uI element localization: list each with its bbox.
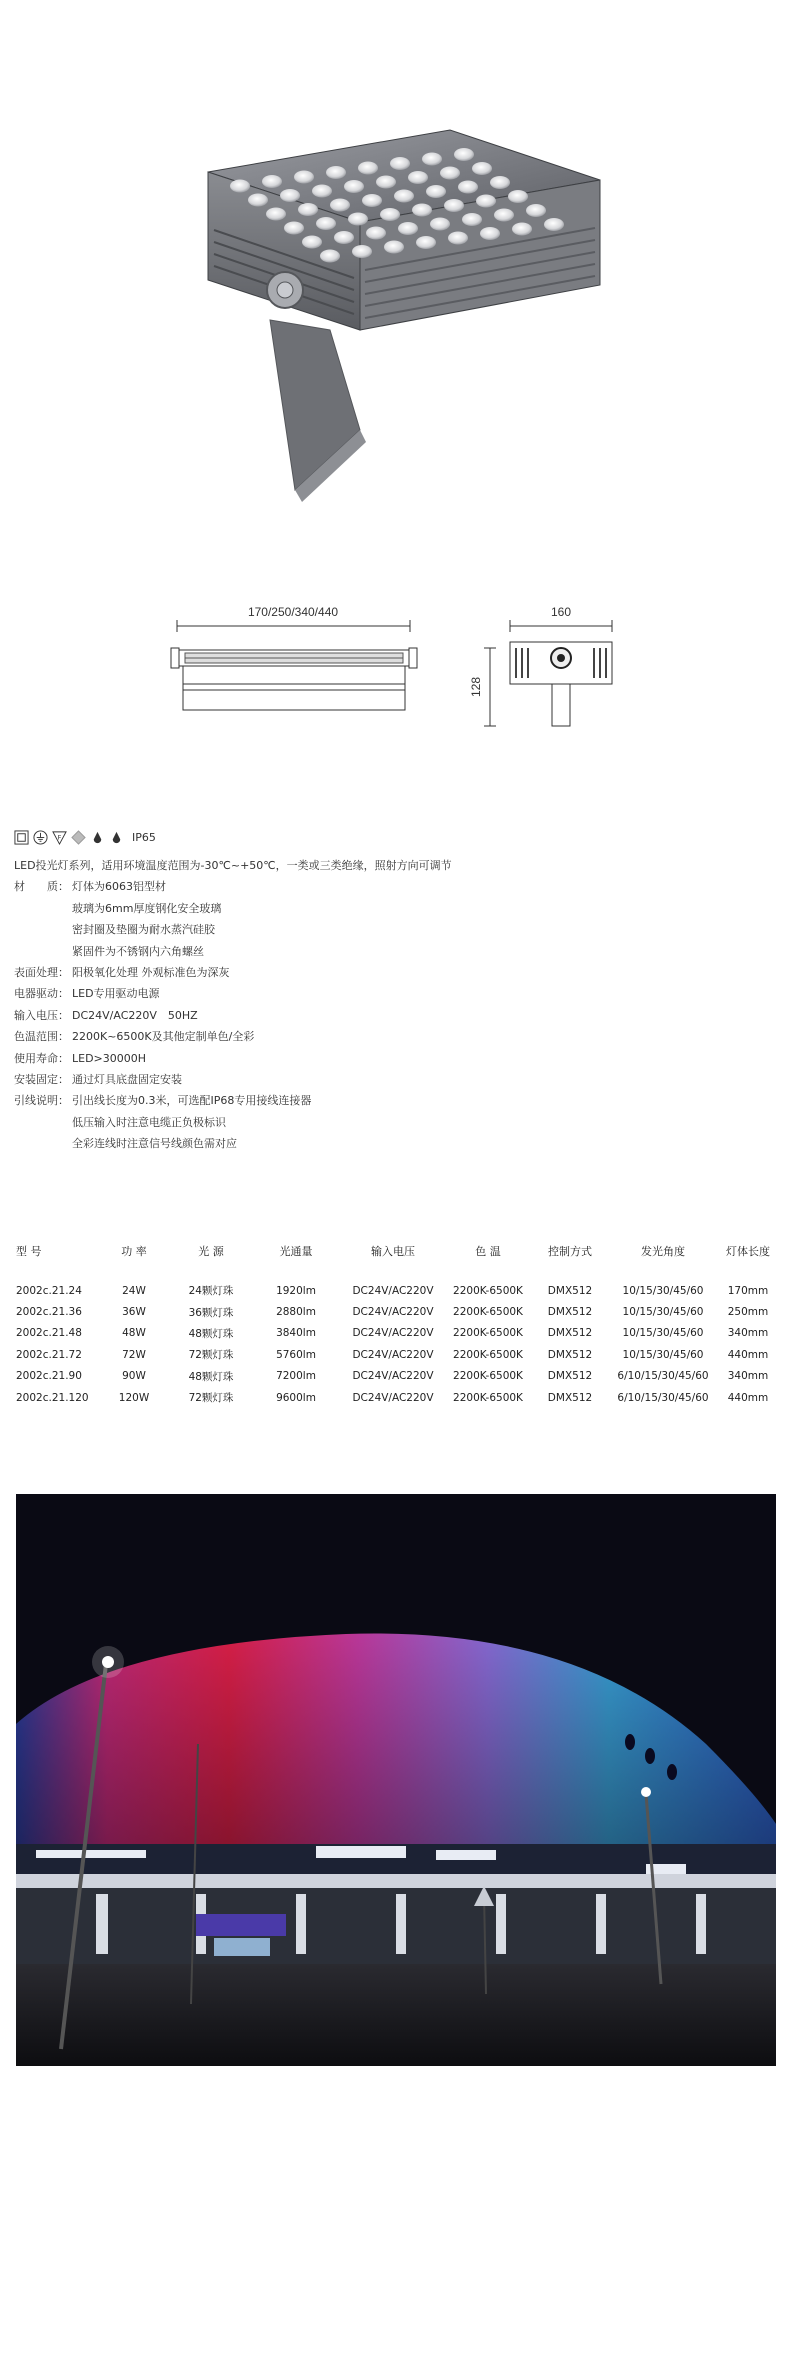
led-bead	[508, 190, 528, 203]
table-cell: 24颗灯珠	[188, 1285, 234, 1298]
spec-value: 紧固件为不锈钢内六角螺丝	[72, 944, 204, 958]
table-cell: 440mm	[727, 1391, 769, 1404]
droplet-icon	[109, 830, 124, 845]
table-cell: 2200K-6500K	[453, 1327, 523, 1340]
table-cell: 1920lm	[276, 1284, 316, 1297]
led-bead	[366, 227, 386, 240]
led-bead	[472, 162, 492, 175]
spec-label: 色温范围：	[14, 1030, 69, 1044]
led-bead	[316, 217, 336, 230]
led-bead	[398, 222, 418, 235]
table-cell: DC24V/AC220V	[352, 1306, 434, 1319]
table-cell: 36颗灯珠	[188, 1306, 234, 1319]
table-cell: 2200K-6500K	[453, 1348, 523, 1361]
led-bead	[384, 241, 404, 254]
led-bead	[298, 203, 318, 216]
table-cell: 2200K-6500K	[453, 1284, 523, 1297]
spec-value: 阳极氧化处理 外观标准色为深灰	[72, 965, 230, 979]
table-cell: 24W	[122, 1284, 146, 1297]
led-bead	[444, 199, 464, 212]
table-cell: 2002c.21.24	[16, 1284, 82, 1297]
table-cell: 90W	[122, 1370, 146, 1383]
led-bead	[352, 245, 372, 258]
class-ii-double-square-icon	[14, 830, 29, 845]
table-cell: DMX512	[547, 1284, 593, 1297]
spec-value: DC24V/AC220V 50HZ	[72, 1008, 198, 1022]
table-cell: 10/15/30/45/60	[622, 1327, 704, 1340]
led-bead	[248, 194, 268, 207]
spec-value: 全彩连线时注意信号线颜色需对应	[72, 1137, 237, 1151]
spec-list	[14, 876, 754, 1154]
table-cell: 9600lm	[276, 1391, 316, 1404]
led-bead	[262, 175, 282, 188]
ip-rating-label: IP65	[132, 830, 156, 844]
table-row	[10, 1280, 780, 1301]
table-cell: DMX512	[547, 1391, 593, 1404]
diamond-icon	[71, 830, 86, 845]
ground-symbol-icon	[33, 830, 48, 845]
table-header-cell: 型 号	[16, 1245, 42, 1258]
led-bead	[376, 176, 396, 189]
spec-label: 材 质：	[14, 880, 69, 894]
table-cell: 340mm	[727, 1370, 769, 1383]
table-cell: DC24V/AC220V	[352, 1348, 434, 1361]
spec-value: 2200K~6500K及其他定制单色/全彩	[72, 1030, 255, 1044]
table-cell: 10/15/30/45/60	[622, 1284, 704, 1297]
table-cell: 72颗灯珠	[188, 1349, 234, 1362]
table-cell: 2200K-6500K	[453, 1306, 523, 1319]
table-header-cell: 灯体长度	[726, 1245, 770, 1258]
table-cell: 440mm	[727, 1348, 769, 1361]
led-bead	[462, 213, 482, 226]
spec-value: 引出线长度为0.3米，可选配IP68专用接线连接器	[72, 1094, 312, 1108]
table-header-cell: 输入电压	[371, 1245, 415, 1258]
table-cell: 5760lm	[276, 1348, 316, 1361]
led-bead	[230, 180, 250, 193]
spec-label: 安装固定：	[14, 1072, 69, 1086]
table-cell: 2002c.21.72	[16, 1348, 82, 1361]
spec-line	[14, 919, 754, 940]
led-bead	[280, 189, 300, 202]
table-cell: 2200K-6500K	[453, 1370, 523, 1383]
table-cell: 72W	[122, 1348, 146, 1361]
table-header-cell: 功 率	[121, 1245, 147, 1258]
led-bead	[426, 185, 446, 198]
led-bead	[326, 166, 346, 179]
led-bead	[358, 162, 378, 175]
f-mark-icon	[52, 830, 67, 845]
led-bead	[422, 153, 442, 166]
spec-line	[14, 898, 754, 919]
table-cell: 2200K-6500K	[453, 1391, 523, 1404]
table-cell: 10/15/30/45/60	[622, 1306, 704, 1319]
spec-label: 电器驱动：	[14, 987, 69, 1001]
side-width-label: 160	[550, 605, 572, 619]
table-cell: 48颗灯珠	[188, 1327, 234, 1340]
spec-line	[14, 1112, 754, 1133]
spec-line	[14, 876, 754, 897]
spec-value: 低压输入时注意电缆正负极标识	[72, 1115, 226, 1129]
spec-intro: LED投光灯系列，适用环境温度范围为-30℃~+50℃，一类或三类绝缘，照射方向可调节	[14, 859, 452, 872]
table-cell: DC24V/AC220V	[352, 1327, 434, 1340]
table-header-cell: 控制方式	[548, 1245, 592, 1258]
model-spec-table	[10, 1236, 780, 1408]
led-bead	[266, 208, 286, 221]
led-bead	[344, 180, 364, 193]
table-cell: 170mm	[727, 1284, 769, 1297]
table-cell: DMX512	[547, 1348, 593, 1361]
table-cell: DMX512	[547, 1327, 593, 1340]
spec-value: LED>30000H	[72, 1051, 147, 1065]
spec-line	[14, 1133, 754, 1154]
led-bead	[302, 236, 322, 249]
led-bead	[380, 208, 400, 221]
spec-value: LED专用驱动电源	[72, 987, 160, 1001]
front-view-drawing	[165, 598, 435, 728]
table-cell: 2880lm	[276, 1306, 316, 1319]
led-bead	[320, 250, 340, 263]
led-bead	[454, 148, 474, 161]
table-cell: DC24V/AC220V	[352, 1284, 434, 1297]
table-header-cell: 光通量	[279, 1245, 313, 1258]
product-photo	[180, 120, 620, 520]
table-cell: 2002c.21.36	[16, 1306, 82, 1319]
led-bead	[448, 232, 468, 245]
spec-value: 灯体为6063铝型材	[72, 880, 166, 894]
spec-line	[14, 941, 754, 962]
table-cell: DC24V/AC220V	[352, 1391, 434, 1404]
table-cell: 48颗灯珠	[188, 1370, 234, 1383]
led-bead	[412, 204, 432, 217]
table-row	[10, 1366, 780, 1387]
table-body	[10, 1280, 780, 1408]
led-bead	[362, 194, 382, 207]
spec-description	[14, 855, 754, 1154]
table-cell: 3840lm	[276, 1327, 316, 1340]
table-row	[10, 1323, 780, 1344]
spec-value: 通过灯具底盘固定安装	[72, 1072, 182, 1086]
spec-label: 表面处理：	[14, 965, 69, 979]
spec-value: 密封圈及垫圈为耐水蒸汽硅胶	[72, 923, 215, 937]
led-bead	[476, 195, 496, 208]
certification-row	[14, 828, 156, 846]
spec-line	[14, 962, 754, 983]
led-bead	[440, 167, 460, 180]
side-view-drawing	[469, 598, 630, 728]
led-bead	[394, 190, 414, 203]
led-bead	[512, 223, 532, 236]
side-height-label: 128	[469, 676, 483, 698]
spec-line	[14, 1069, 754, 1090]
spec-label: 使用寿命：	[14, 1051, 69, 1065]
table-cell: 2002c.21.48	[16, 1327, 82, 1340]
svg-text:F: F	[57, 832, 62, 841]
table-cell: 2002c.21.90	[16, 1370, 82, 1383]
led-bead	[348, 213, 368, 226]
led-bead	[480, 227, 500, 240]
led-bead	[312, 185, 332, 198]
front-width-label: 170/250/340/440	[247, 605, 339, 619]
droplet-icon	[90, 830, 105, 845]
led-bead	[408, 171, 428, 184]
table-cell: 6/10/15/30/45/60	[617, 1370, 709, 1383]
led-bead	[526, 204, 546, 217]
spec-line	[14, 1005, 754, 1026]
led-bead	[416, 236, 436, 249]
table-cell: 120W	[118, 1391, 150, 1404]
application-photo	[16, 1494, 776, 2066]
table-cell: DMX512	[547, 1370, 593, 1383]
table-cell: DMX512	[547, 1306, 593, 1319]
table-header-cell: 发光角度	[641, 1245, 685, 1258]
table-cell: 36W	[122, 1306, 146, 1319]
table-cell: DC24V/AC220V	[352, 1370, 434, 1383]
spec-line	[14, 1090, 754, 1111]
table-header-cell: 色 温	[475, 1245, 501, 1258]
led-bead	[330, 199, 350, 212]
spec-line	[14, 1048, 754, 1069]
led-bead	[430, 218, 450, 231]
led-bead	[490, 176, 510, 189]
table-cell: 72颗灯珠	[188, 1392, 234, 1405]
led-bead	[544, 218, 564, 231]
table-cell: 48W	[122, 1327, 146, 1340]
spec-line	[14, 983, 754, 1004]
table-cell: 10/15/30/45/60	[622, 1348, 704, 1361]
table-header-cell: 光 源	[198, 1245, 224, 1258]
table-cell: 340mm	[727, 1327, 769, 1340]
table-header-row	[10, 1236, 780, 1280]
spec-line	[14, 1026, 754, 1047]
led-bead	[458, 181, 478, 194]
led-bead	[494, 209, 514, 222]
led-bead	[334, 231, 354, 244]
table-cell: 2002c.21.120	[16, 1391, 89, 1404]
table-cell: 250mm	[727, 1306, 769, 1319]
table-row	[10, 1301, 780, 1322]
table-row	[10, 1344, 780, 1365]
led-bead	[284, 222, 304, 235]
spec-value: 玻璃为6mm厚度钢化安全玻璃	[72, 901, 222, 915]
table-cell: 7200lm	[276, 1370, 316, 1383]
table-cell: 6/10/15/30/45/60	[617, 1391, 709, 1404]
spec-label: 引线说明：	[14, 1094, 69, 1108]
led-bead	[294, 171, 314, 184]
spec-label: 输入电压：	[14, 1008, 69, 1022]
table-row	[10, 1387, 780, 1408]
led-bead	[390, 157, 410, 170]
